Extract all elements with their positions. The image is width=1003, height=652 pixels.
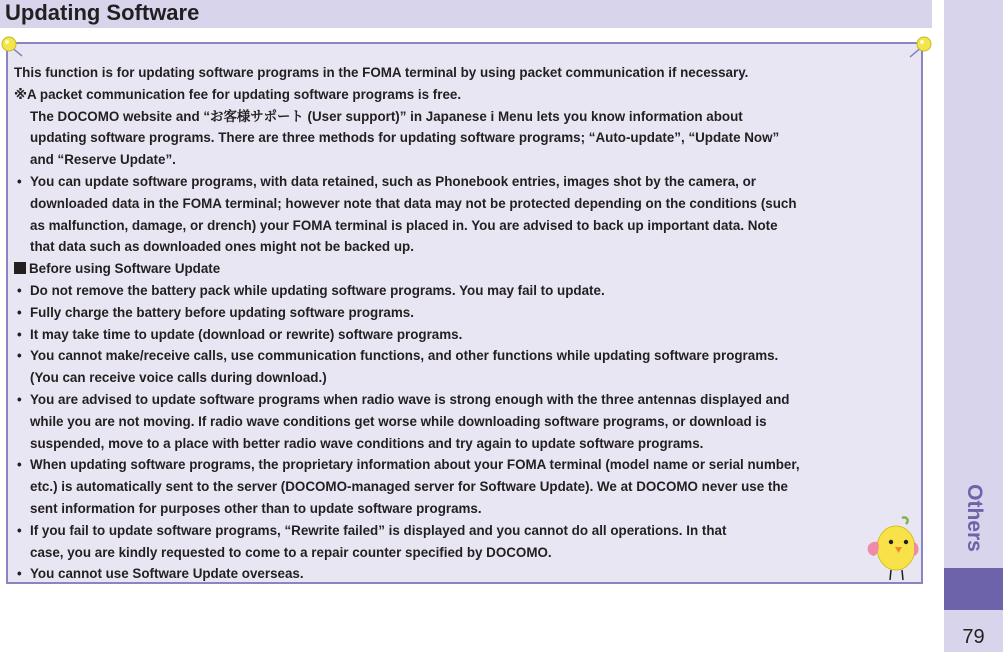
intro-text: This function is for updating software programs in the FOMA terminal by using packet communication if necessary. (14, 65, 749, 80)
list-item-text: etc.) is automatically sent to the server (DOCOMO-managed server for Software Update). We at DOCOMO never use the (30, 479, 789, 495)
list-item (14, 324, 924, 346)
bullet-mark: • (17, 348, 22, 364)
list-item (14, 563, 924, 585)
list-item-text: Fully charge the battery before updating software programs. (30, 304, 414, 320)
list-item-text: When updating software programs, the proprietary information about your FOMA terminal (model name or serial number, (30, 457, 800, 473)
bullet-mark: • (17, 304, 22, 320)
list-item (14, 171, 924, 258)
bird-mascot-icon (862, 514, 922, 582)
bullet-mark: • (17, 457, 22, 473)
bullet-mark: • (17, 566, 22, 582)
note-line (14, 84, 924, 106)
list-item-text: that data such as downloaded ones might not be backed up. (30, 239, 414, 255)
list-item-text: You can update software programs, with data retained, such as Phonebook entries, images shot by the camera, or (30, 173, 757, 189)
content (14, 62, 924, 585)
square-bullet-icon (14, 262, 26, 274)
list-item-text: Do not remove the battery pack while updating software programs. You may fail to update. (30, 282, 605, 298)
list-item-text: downloaded data in the FOMA terminal; however note that data may not be protected depending on the conditions (such (30, 195, 797, 211)
pushpin-icon (0, 34, 26, 60)
bullet-mark: • (17, 173, 22, 189)
list-item-text: You are advised to update software programs when radio wave is strong enough with the three antennas displayed and (30, 391, 790, 407)
list-item-text: sent information for purposes other than to update software programs. (30, 500, 482, 516)
page-number: 79 (962, 626, 985, 648)
note-line: The DOCOMO website and “お客様サポート (User support)” in Japanese i Menu lets you know information about (30, 108, 743, 124)
list-item (14, 520, 924, 564)
list-item (14, 454, 924, 519)
list-item-text: while you are not moving. If radio wave conditions get worse while downloading software programs, or download is (30, 413, 767, 429)
page-title: Updating Software (5, 0, 200, 25)
list-item (14, 280, 924, 302)
list-item (14, 345, 924, 389)
list-item (14, 302, 924, 324)
note-line: and “Reserve Update”. (30, 152, 176, 168)
section-heading-text: Before using Software Update (29, 261, 221, 277)
note-text: A packet communication fee for updating software programs is free. (27, 86, 462, 102)
list-item-text: suspended, move to a place with better radio wave conditions and try again to update software programs. (30, 435, 704, 451)
list-item-text: You cannot make/receive calls, use communication functions, and other functions while updating software programs. (30, 348, 779, 364)
list-item-text: You cannot use Software Update overseas. (30, 566, 304, 582)
bullet-mark: • (17, 391, 22, 407)
bullet-mark: • (17, 522, 22, 538)
note-line: updating software programs. There are three methods for updating software programs; “Auto-update”, “Update Now” (30, 130, 780, 146)
list-item-text: If you fail to update software programs, “Rewrite failed” is displayed and you cannot do all operations. In that (30, 522, 727, 538)
title-bar (0, 0, 932, 28)
side-tab[interactable] (944, 470, 1003, 566)
pushpin-icon (905, 34, 933, 60)
side-tab-label: Others (962, 484, 986, 552)
list-item-text: (You can receive voice calls during download.) (30, 370, 327, 386)
side-tab-marker (944, 568, 1003, 610)
bullet-mark: • (17, 326, 22, 342)
list-item-text: as malfunction, damage, or drench) your FOMA terminal is placed in. You are advised to back up important data. Note (30, 217, 778, 233)
list-item (14, 389, 924, 454)
list-item-text: It may take time to update (download or rewrite) software programs. (30, 326, 463, 342)
bullet-mark: • (17, 282, 22, 298)
list-item-text: case, you are kindly requested to come to a repair counter specified by DOCOMO. (30, 544, 552, 560)
section-heading (14, 258, 924, 280)
note-mark: ※ (14, 86, 28, 102)
